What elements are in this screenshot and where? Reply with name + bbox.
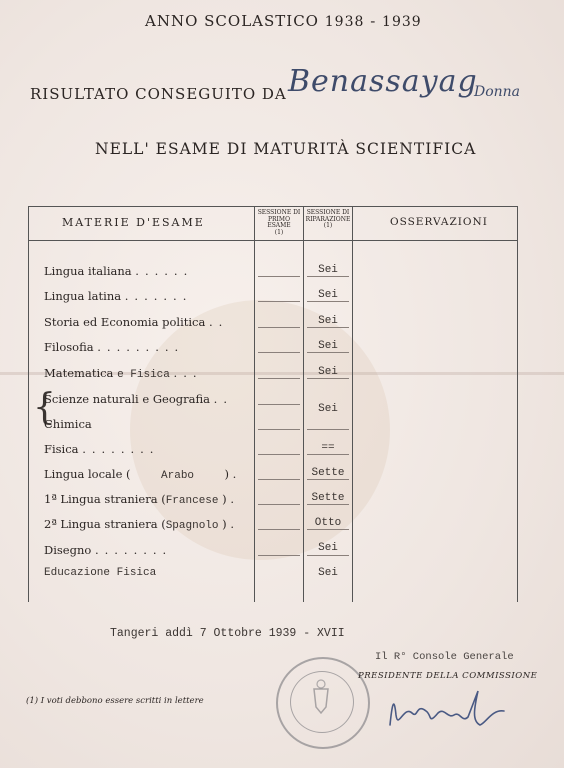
- student-first-name: Donna: [474, 84, 521, 100]
- subject-label: Disegno ........: [44, 543, 173, 557]
- commission-president-label: PRESIDENTE DELLA COMMISSIONE: [358, 671, 538, 681]
- table-right-border: [517, 206, 518, 602]
- place-date: Tangeri addì 7 Ottobre 1939 - XVII: [110, 627, 345, 640]
- first-session-line: [258, 555, 300, 556]
- grade-value: Otto: [314, 517, 342, 529]
- table-col-divider-2: [303, 206, 304, 602]
- consul-title: Il R° Console Generale: [375, 651, 514, 663]
- grade-value: Sei: [318, 542, 338, 554]
- col-repair-session-label: SESSIONE DI RIPARAZIONE: [305, 209, 351, 223]
- first-session-line: [258, 301, 300, 302]
- subject-label: Lingua italiana ......: [44, 264, 194, 278]
- grade-value: Sei: [318, 403, 338, 415]
- first-session-line: [258, 529, 300, 530]
- school-year-label: ANNO SCOLASTICO: [145, 12, 319, 30]
- subject-typed-extra: e Fisica: [117, 369, 170, 381]
- repair-session-line: [307, 555, 349, 556]
- grade-value: Sei: [318, 289, 338, 301]
- first-session-line: [258, 504, 300, 505]
- table-header-border: [28, 240, 518, 241]
- result-label: RISULTATO CONSEGUITO DA: [30, 85, 287, 103]
- col-first-session-label: SESSIONE DI PRIMO ESAME: [257, 209, 301, 229]
- footnote: (1) I voti debbono essere scritti in lettere: [26, 696, 204, 706]
- first-session-line: [258, 404, 300, 405]
- subject-label: Lingua latina .......: [44, 289, 193, 303]
- year-to: 1939: [382, 14, 422, 30]
- school-year-heading: ANNO SCOLASTICO 1938 - 1939: [145, 12, 422, 30]
- subject-label: Scienze naturali e Geografia ..: [44, 392, 233, 406]
- crest-icon: [276, 657, 366, 745]
- first-session-line: [258, 352, 300, 353]
- subject-label: Filosofia .........: [44, 340, 185, 354]
- grade-value: Sei: [318, 340, 338, 352]
- repair-session-line: [307, 529, 349, 530]
- table-left-border: [28, 206, 29, 602]
- table-col-divider-3: [352, 206, 353, 602]
- table-col-divider-1: [254, 206, 255, 602]
- grade-value: Sette: [311, 467, 345, 479]
- first-session-line: [258, 378, 300, 379]
- exam-title: NELL' ESAME DI MATURITÀ SCIENTIFICA: [95, 140, 477, 158]
- bracket-icon: {: [33, 387, 56, 428]
- student-surname: Benassayag: [288, 64, 478, 99]
- first-session-line: [258, 454, 300, 455]
- col-observations-header: OSSERVAZIONI: [390, 216, 488, 228]
- signature-icon: [382, 685, 532, 740]
- repair-session-line: [307, 479, 349, 480]
- grade-value: Sette: [311, 492, 345, 504]
- repair-session-line: [307, 429, 349, 430]
- repair-session-line: [307, 504, 349, 505]
- repair-session-line: [307, 327, 349, 328]
- subject-label: 1ª Lingua straniera (Francese ) .: [44, 492, 234, 507]
- first-session-line: [258, 479, 300, 480]
- subject-label-second: Chimica: [44, 417, 92, 431]
- col-repair-session-header: [305, 210, 351, 230]
- grade-value: Sei: [318, 264, 338, 276]
- year-from: 1938: [324, 14, 365, 30]
- repair-session-line: [307, 352, 349, 353]
- col-first-session-note: (1): [274, 228, 284, 236]
- subject-filled-value: Francese: [165, 495, 219, 507]
- subject-label: Educazione Fisica: [44, 567, 157, 579]
- repair-session-line: [307, 276, 349, 277]
- first-session-line: [258, 327, 300, 328]
- official-stamp: [276, 657, 370, 749]
- subject-label: Matematica e Fisica ...: [44, 366, 203, 381]
- grade-value: Sei: [318, 366, 338, 378]
- subject-label: Fisica ........: [44, 442, 160, 456]
- table-top-border: [28, 206, 518, 207]
- first-session-line: [258, 429, 300, 430]
- subject-label: Storia ed Economia politica ..: [44, 315, 229, 329]
- grade-value: ==: [321, 442, 335, 454]
- col-subjects-header: MATERIE D'ESAME: [62, 216, 205, 229]
- first-session-line: [258, 276, 300, 277]
- subject-filled-value: Spagnolo: [165, 520, 219, 532]
- grade-value: Sei: [318, 315, 338, 327]
- subject-label: 2ª Lingua straniera (Spagnolo ) .: [44, 517, 234, 532]
- repair-session-line: [307, 301, 349, 302]
- repair-session-line: [307, 454, 349, 455]
- subject-label: Lingua locale ( Arabo ) .: [44, 467, 237, 482]
- col-repair-session-note: (1): [323, 222, 333, 229]
- repair-session-line: [307, 378, 349, 379]
- subject-filled-value: Arabo: [161, 470, 195, 482]
- col-first-session-header: [256, 210, 302, 236]
- grade-value: Sei: [318, 567, 338, 579]
